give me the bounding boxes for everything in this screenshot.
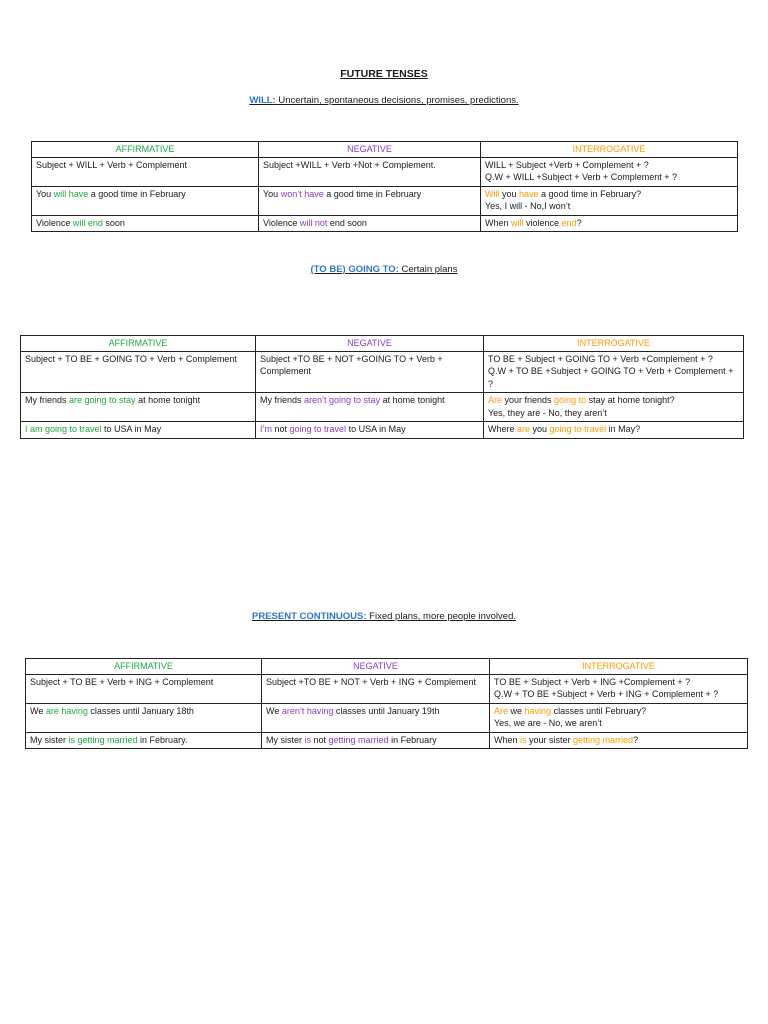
text-segment: Will <box>485 188 500 199</box>
text-segment: end soon <box>327 217 367 228</box>
text-segment: You <box>36 188 54 199</box>
interrogative-cell <box>484 422 744 439</box>
going-to-table <box>20 335 744 439</box>
text-segment: TO BE + Subject + Verb + ING +Complement + ? <box>494 676 691 687</box>
affirmative-cell <box>21 422 256 439</box>
affirmative-header: AFFIRMATIVE <box>21 336 256 352</box>
text-segment: ? <box>633 734 639 745</box>
present-continuous-description: Fixed plans, more people involved. <box>366 611 516 622</box>
affirmative-cell <box>26 703 262 732</box>
will-heading <box>0 95 768 106</box>
text-segment: you <box>499 188 520 199</box>
text-segment: to USA in May <box>346 424 406 434</box>
text-segment: Are <box>494 705 509 716</box>
text-segment: You <box>263 188 281 199</box>
text-segment: Yes, I will - No,I won’t <box>485 201 571 211</box>
present-continuous-keyword: PRESENT CONTINUOUS: <box>252 611 367 622</box>
text-segment: My sister <box>266 734 305 745</box>
table-row <box>21 393 744 422</box>
text-segment: at home tonight <box>380 395 445 405</box>
cell-line <box>494 717 743 730</box>
table-row <box>21 422 744 439</box>
affirmative-cell <box>32 215 259 232</box>
text-segment: classes until February? <box>551 705 647 716</box>
text-segment: My friends <box>260 395 305 405</box>
table-row <box>32 186 738 215</box>
negative-cell <box>256 393 484 422</box>
cell-line <box>488 353 739 366</box>
text-segment: in February. <box>137 734 188 745</box>
cell-line <box>494 688 743 701</box>
text-segment: Yes, we are - No, we aren’t <box>494 718 602 728</box>
cell-line <box>485 188 733 201</box>
will-table <box>31 141 738 232</box>
text-segment: are having <box>45 705 88 716</box>
interrogative-cell <box>490 732 748 749</box>
text-segment: We <box>30 705 46 716</box>
text-segment: Yes, they are - No, they aren’t <box>488 407 607 418</box>
negative-cell <box>262 703 490 732</box>
table-header-row <box>26 659 748 675</box>
interrogative-cell <box>481 157 738 186</box>
interrogative-cell <box>490 703 748 732</box>
table-header-row <box>21 336 744 352</box>
cell-line <box>488 407 739 420</box>
text-segment: soon <box>102 217 125 228</box>
text-segment: violence <box>523 217 562 228</box>
cell-line <box>494 705 743 718</box>
text-segment: Are <box>488 395 503 405</box>
text-segment: We <box>266 705 282 716</box>
cell-line <box>485 217 733 230</box>
text-segment: having <box>524 705 552 716</box>
interrogative-cell <box>481 186 738 215</box>
text-segment: WILL + Subject +Verb + Complement + ? <box>485 159 649 170</box>
text-segment: Subject + TO BE + GOING TO + Verb + Complement <box>25 353 237 364</box>
text-segment: not <box>311 734 329 745</box>
present-continuous-table <box>25 658 748 749</box>
table-row <box>26 703 748 732</box>
negative-cell <box>259 215 481 232</box>
affirmative-header: AFFIRMATIVE <box>26 659 262 675</box>
text-segment: Violence <box>263 217 300 228</box>
text-segment: at home tonight <box>135 395 201 405</box>
text-segment: are going to stay <box>69 395 136 405</box>
interrogative-header: INTERROGATIVE <box>481 142 738 158</box>
text-segment: stay at home tonight? <box>586 395 675 405</box>
negative-cell <box>262 674 490 703</box>
cell-line <box>488 423 739 436</box>
interrogative-header: INTERROGATIVE <box>490 659 748 675</box>
text-segment: will end <box>72 217 103 228</box>
will-keyword: WILL: <box>249 95 276 106</box>
text-segment: Where <box>488 424 518 434</box>
text-segment: I’m <box>260 424 272 434</box>
text-segment: Subject +TO BE + NOT +GOING TO + Verb + Complement <box>260 353 443 376</box>
interrogative-cell <box>484 393 744 422</box>
going-to-keyword: (TO BE) GOING TO: <box>310 264 399 275</box>
negative-cell <box>256 422 484 439</box>
text-segment: you <box>530 424 550 434</box>
text-segment: My sister <box>30 734 69 745</box>
going-to-heading <box>0 264 768 275</box>
table-row <box>32 157 738 186</box>
cell-line <box>488 394 739 407</box>
negative-header: NEGATIVE <box>259 142 481 158</box>
table-row <box>21 351 744 393</box>
text-segment: your friends <box>502 395 555 405</box>
text-segment: in February <box>388 734 437 745</box>
text-segment: Subject +WILL + Verb +Not + Complement. <box>263 159 436 170</box>
text-segment: are <box>517 424 531 434</box>
text-segment: TO BE + Subject + GOING TO + Verb +Complement + ? <box>488 353 713 364</box>
interrogative-cell <box>481 215 738 232</box>
text-segment: won’t have <box>280 188 324 199</box>
going-to-description: Certain plans <box>398 264 458 275</box>
text-segment: to USA in May <box>101 424 162 434</box>
affirmative-header: AFFIRMATIVE <box>32 142 259 158</box>
will-description: Uncertain, spontaneous decisions, promises, predictions. <box>275 95 519 106</box>
cell-line <box>494 676 743 689</box>
text-segment: getting married <box>573 734 634 745</box>
negative-header: NEGATIVE <box>256 336 484 352</box>
table-row <box>32 215 738 232</box>
cell-line <box>485 200 733 213</box>
text-segment: I am going to travel <box>25 424 102 434</box>
text-segment: will not <box>299 217 328 228</box>
text-segment: end <box>561 217 577 228</box>
table-row <box>26 674 748 703</box>
negative-cell <box>256 351 484 393</box>
negative-header: NEGATIVE <box>262 659 490 675</box>
text-segment: not <box>272 424 290 434</box>
text-segment: aren’t going to stay <box>304 395 381 405</box>
text-segment: aren’t having <box>281 705 334 716</box>
negative-cell <box>259 186 481 215</box>
present-continuous-heading <box>0 611 768 622</box>
text-segment: a good time in February <box>323 188 422 199</box>
affirmative-cell <box>26 732 262 749</box>
text-segment: Subject + TO BE + Verb + ING + Complement <box>30 676 214 687</box>
text-segment: Q.W + WILL +Subject + Verb + Complement + ? <box>485 172 678 182</box>
text-segment: a good time in February? <box>538 188 642 199</box>
text-segment: we <box>508 705 525 716</box>
affirmative-cell <box>26 674 262 703</box>
text-segment: Q.W + TO BE +Subject + Verb + ING + Complement + ? <box>494 689 719 699</box>
table-row <box>26 732 748 749</box>
interrogative-cell <box>484 351 744 393</box>
text-segment: is <box>304 734 312 745</box>
text-segment: When <box>485 217 512 228</box>
text-segment: classes until January 18th <box>87 705 194 716</box>
text-segment: going to travel <box>289 424 347 434</box>
text-segment: your sister <box>526 734 574 745</box>
affirmative-cell <box>21 351 256 393</box>
text-segment: ? <box>576 217 582 228</box>
text-segment: a good time in February <box>88 188 186 199</box>
affirmative-cell <box>21 393 256 422</box>
cell-line <box>485 171 733 184</box>
table-header-row <box>32 142 738 158</box>
negative-cell <box>262 732 490 749</box>
interrogative-header: INTERROGATIVE <box>484 336 744 352</box>
text-segment: getting married <box>328 734 389 745</box>
text-segment: going to travel <box>549 424 607 434</box>
text-segment: Subject + WILL + Verb + Complement <box>36 159 187 170</box>
text-segment: is getting married <box>68 734 138 745</box>
text-segment: have <box>519 188 539 199</box>
text-segment: will have <box>53 188 89 199</box>
text-segment: classes until January 19th <box>333 705 440 716</box>
text-segment: is <box>520 734 527 745</box>
negative-cell <box>259 157 481 186</box>
text-segment: Violence <box>36 217 73 228</box>
affirmative-cell <box>32 186 259 215</box>
cell-line <box>485 159 733 172</box>
text-segment: will <box>511 217 524 228</box>
affirmative-cell <box>32 157 259 186</box>
text-segment: My friends <box>25 395 70 405</box>
cell-line <box>494 734 743 747</box>
text-segment: Q.W + TO BE +Subject + GOING TO + Verb + Complement + ? <box>488 366 734 389</box>
text-segment: Subject +TO BE + NOT + Verb + ING + Complement <box>266 676 477 687</box>
cell-line <box>488 365 739 390</box>
text-segment: in May? <box>606 424 641 434</box>
page-title: FUTURE TENSES <box>340 68 428 80</box>
interrogative-cell <box>490 674 748 703</box>
text-segment: When <box>494 734 521 745</box>
text-segment: going to <box>554 395 587 405</box>
